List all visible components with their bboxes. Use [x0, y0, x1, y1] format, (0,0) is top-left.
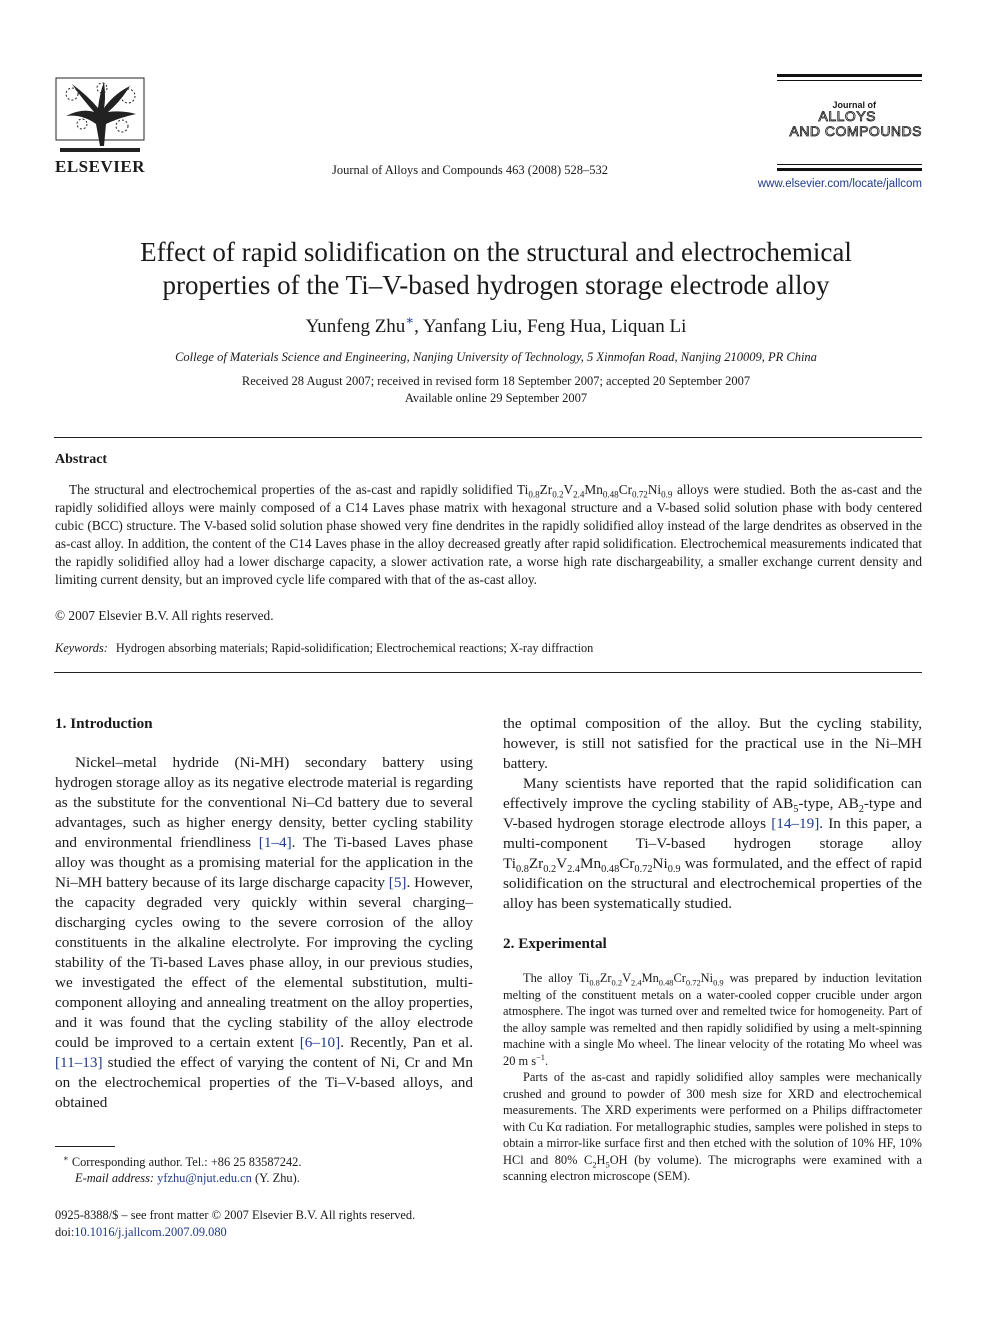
email-label: E-mail address: [75, 1171, 155, 1185]
abstract-heading: Abstract [55, 452, 108, 467]
journal-logo-line2: ALLOYS [818, 108, 876, 124]
divider [54, 437, 922, 438]
author-1: Yunfeng Zhu [305, 316, 406, 337]
citation-link[interactable]: [6–10] [299, 1034, 341, 1051]
journal-logo-line3: AND COMPOUNDS [789, 123, 922, 139]
abstract-text: The structural and electrochemical properties of the as-cast and rapidly solidified [69, 482, 517, 497]
divider [54, 672, 922, 673]
author-1-mark[interactable]: ∗ [405, 312, 415, 328]
email-link[interactable]: yfzhu@njut.edu.cn [157, 1171, 252, 1185]
email-owner: (Y. Zhu). [254, 1171, 300, 1185]
author-list [60, 312, 932, 338]
intro-paragraph-2: Many scientists have reported that the rapid solidification can effectively improve the cycling stability of $AB_5$-type, $AB_2$-type and V-based hydrogen storage electrode alloys [14–19]. In this paper, a multi-component Ti–V-based hydrogen storage alloy $Ti_{0.8}Zr_{0.2}V_{2.4}Mn_{0.48}Cr_{0.72}Ni_{0.9}$ was formulated, and the effect of rapid solidification on the structural and electrochemical properties of the alloy has been systematically studied. [503, 775, 922, 912]
left-column [55, 714, 473, 1113]
journal-logo-line1: Journal of [832, 100, 876, 110]
corresponding-author-footnote [55, 1154, 473, 1186]
alloy-formula: $Ti_{0.8}Zr_{0.2}V_{2.4}Mn_{0.48}Cr_{0.72}Ni_{0.9}$ [503, 855, 681, 876]
citation-link[interactable]: [1–4] [258, 834, 292, 851]
author-sep: , [414, 316, 423, 337]
experimental-paragraph-1: The alloy $Ti_{0.8}Zr_{0.2}V_{2.4}Mn_{0.48}Cr_{0.72}Ni_{0.9}$ was prepared by induction levitation melting of the constituent metals on a water-cooled copper crucible under argon atmosphere. The ingot was turned over and remelted twice for homogeneity. Part of the alloy sample was remelted and then rapidly solidified by using a melt-spinning machine with a single Mo wheel. The linear velocity of the rotating Mo wheel was 20 m $s^{-1}$. [503, 971, 922, 1068]
journal-logo [777, 74, 922, 172]
alloy-formula: $Ti_{0.8}Zr_{0.2}V_{2.4}Mn_{0.48}Cr_{0.72}Ni_{0.9}$ [516, 482, 673, 500]
affiliation: College of Materials Science and Engineering, Nanjing University of Technology, 5 Xinmofan Road, Nanjing 210009, PR China [175, 350, 817, 364]
footnote-divider [55, 1146, 115, 1147]
issn-line: 0925-8388/$ – see front matter © 2007 Elsevier B.V. All rights reserved. [55, 1208, 416, 1222]
article-dates [60, 373, 932, 406]
publisher-wordmark: ELSEVIER [55, 157, 145, 176]
footnote-mark: ∗ [63, 1152, 69, 1163]
author-sep: , [601, 316, 611, 337]
experimental-paragraph-2: Parts of the as-cast and rapidly solidified alloy samples were mechanically crushed and ground to powder of 300 mesh size for XRD and electrochemical measurements. The XRD experiments were performed on a Philips diffractometer with Cu Kα radiation. For metallographic studies, samples were polished in steps to obtain a mirror-like surface first and then etched with the solution of 10% HF, 10% HCl and 80% $C_2H_5OH$ (by volume). The micrographs were examined with a scanning electron microscope (SEM). [503, 1070, 922, 1183]
journal-citation: Journal of Alloys and Compounds 463 (2008) 528–532 [331, 163, 609, 177]
keywords-label: Keywords: [55, 641, 108, 655]
abstract-body [55, 481, 922, 590]
citation-link[interactable]: [11–13] [55, 1054, 103, 1071]
title-line-1: Effect of rapid solidification on the structural and electrochemical [140, 237, 852, 267]
citation-link[interactable]: [14–19] [771, 815, 820, 832]
section-heading-experimental: 2. Experimental [503, 935, 607, 952]
available-online: Available online 29 September 2007 [404, 390, 588, 405]
alloy-formula: $Ti_{0.8}Zr_{0.2}V_{2.4}Mn_{0.48}Cr_{0.72}Ni_{0.9}$ [578, 971, 724, 988]
article-title [60, 236, 932, 302]
citation-link[interactable]: [5] [388, 874, 407, 891]
doi-link[interactable]: 10.1016/j.jallcom.2007.09.080 [74, 1224, 227, 1239]
title-line-2: properties of the Ti–V-based hydrogen storage electrode alloy [162, 270, 830, 300]
received-dates: Received 28 August 2007; received in revised form 18 September 2007; accepted 20 September 2007 [241, 374, 751, 388]
keywords [55, 641, 593, 656]
intro-paragraph-1-cont: the optimal composition of the alloy. But the cycling stability, however, is still not satisfied for the practical use in the Ni–MH battery. [503, 715, 922, 772]
section-heading-introduction: 1. Introduction [55, 715, 153, 732]
abstract-copyright: © 2007 Elsevier B.V. All rights reserved. [55, 608, 274, 623]
abstract-text: alloys were studied. Both the as-cast and the rapidly solidified alloys were mainly composed of a C14 Laves phase matrix with hexagonal structure and a V-based solid solution phase with body centered cubic (BCC) structure. The V-based solid solution phase showed very fine dendrites in the rapidly solidified alloy instead of the large dendrites as observed in the as-cast alloy. In addition, the content of the C14 Laves phase in the alloy decreased greatly after rapid solidification. Electrochemical measurements indicated that the rapidly solidified alloy had a lower discharge capacity, a slower activation rate, a worse high rate dischargeability, a smaller exchange current density and limiting current density, but an improved cycle life compared with that of the as-cast alloy. [55, 482, 922, 588]
journal-url-link[interactable]: www.elsevier.com/locate/jallcom [757, 178, 922, 190]
author-4: Liquan Li [610, 316, 687, 337]
doi-label: doi: [55, 1224, 75, 1239]
keywords-list: Hydrogen absorbing materials; Rapid-solidification; Electrochemical reactions; X-ray diffraction [115, 641, 594, 655]
author-sep: , [517, 316, 528, 337]
footnote-corr: Corresponding author. Tel.: +86 25 83587242. [71, 1155, 302, 1169]
author-3: Feng Hua [527, 316, 602, 337]
right-column [503, 714, 922, 1185]
page-footer [55, 1207, 555, 1240]
intro-paragraph-1: Nickel–metal hydride (Ni-MH) secondary battery using hydrogen storage alloy as its negative electrode material is regarding as the substitute for the conventional Ni–Cd battery due to several advantages, such as higher energy density, better cycling stability and environmental friendliness [1–4]. The Ti-based Laves phase alloy was thought as a promising material for the application in the Ni–MH battery because of its large discharge capacity [5]. However, the capacity degraded very quickly within several charging–discharging cycles owing to the severe corrosion of the alloy constituents in the alkaline electrolyte. For improving the cycling stability of the Ti-based Laves phase alloy, in our previous studies, we investigated the effect of the elemental substitution, multi-component alloying and annealing treatment on the alloy properties, and it was found that the cycling stability of the alloy electrode could be improved to a certain extent [6–10]. Recently, Pan et al. [11–13] studied the effect of varying the content of Ni, Cr and Mn on the electrochemical properties of the Ti–V-based alloys, and obtained [55, 754, 473, 1111]
author-2: Yanfang Liu [422, 316, 518, 337]
